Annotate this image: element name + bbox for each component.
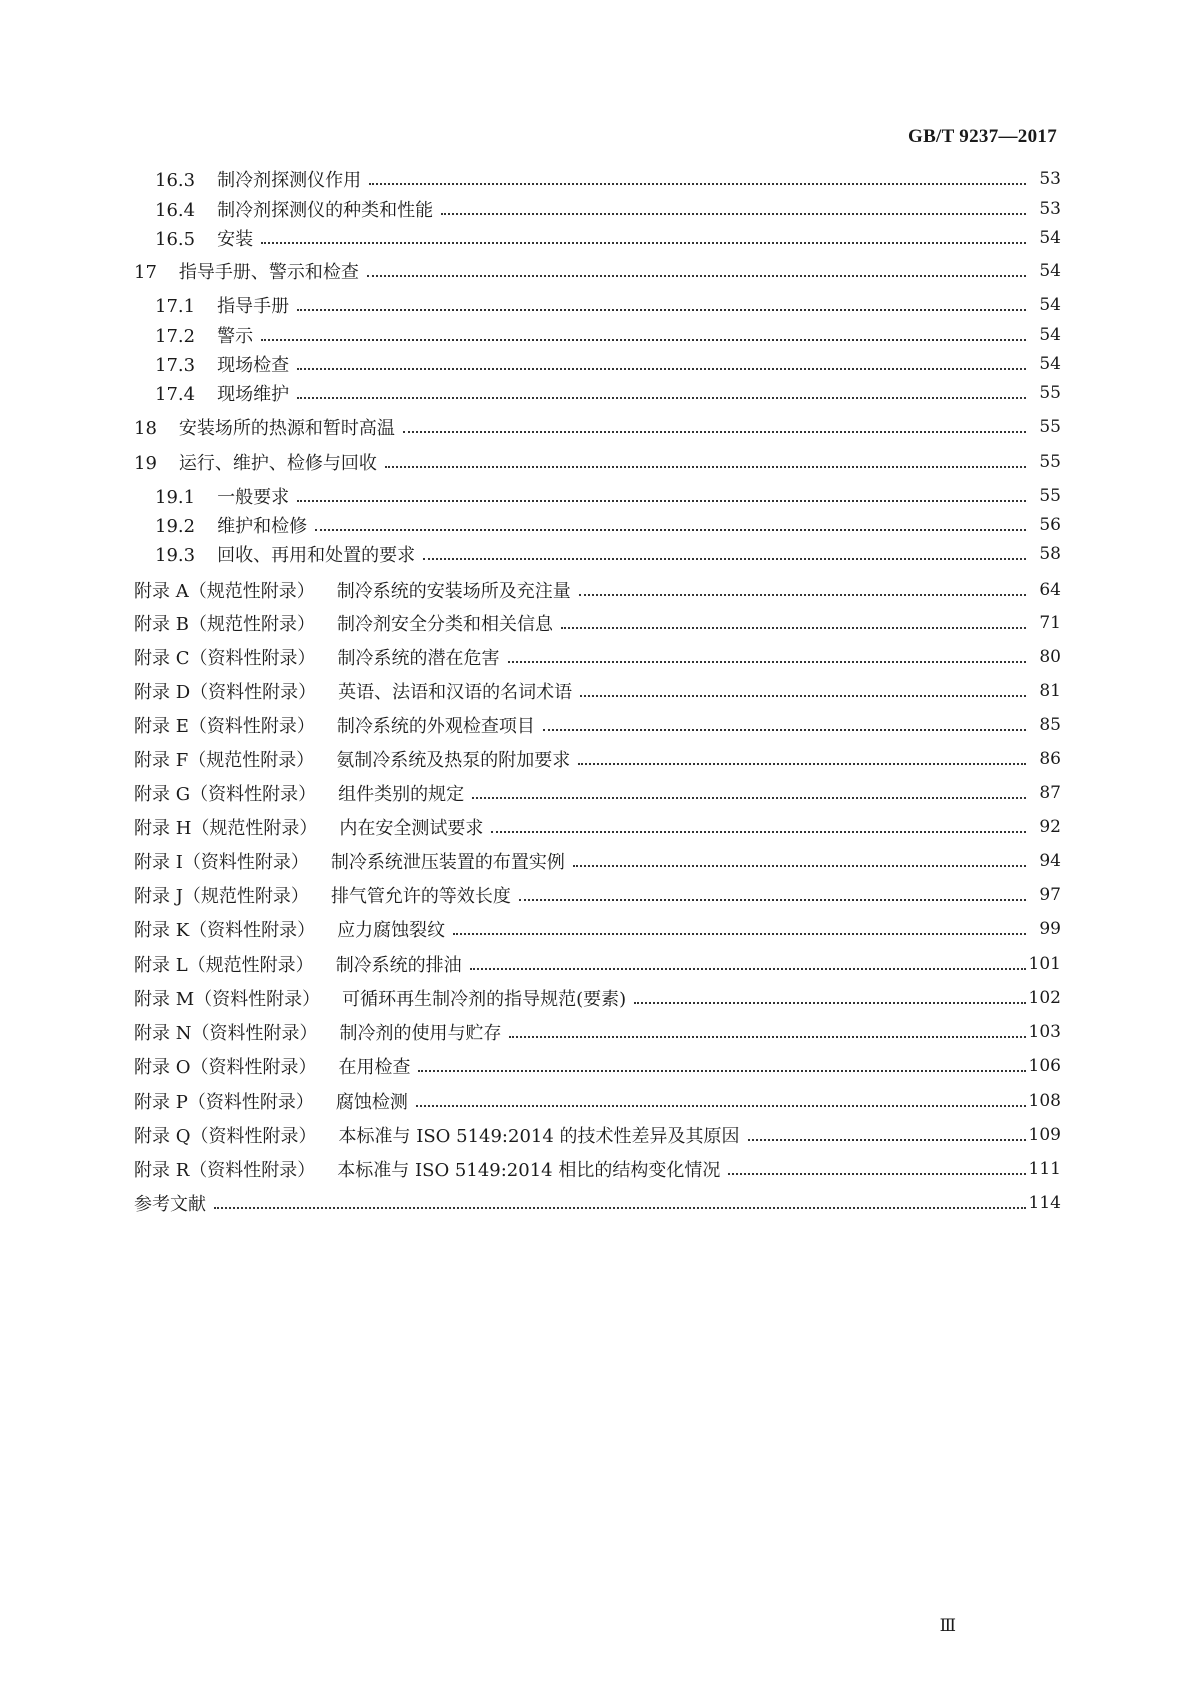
toc-entry-page: 101 xyxy=(1028,954,1061,974)
toc-entry[interactable] xyxy=(0,1188,1191,1218)
toc-entry[interactable] xyxy=(0,194,1191,224)
toc-entry-title: 制冷剂探测仪的种类和性能 xyxy=(217,200,434,221)
toc-entry[interactable] xyxy=(0,164,1191,194)
toc-entry[interactable] xyxy=(0,349,1191,379)
toc-entry-label xyxy=(155,225,259,251)
toc-entry-label xyxy=(155,380,295,406)
toc-entry-number: 19.1 xyxy=(155,487,196,508)
toc-entry[interactable] xyxy=(0,744,1191,774)
toc-entry-label xyxy=(155,196,439,222)
toc-entry[interactable] xyxy=(0,1154,1191,1184)
toc-entry-page: 55 xyxy=(1039,486,1061,506)
toc-entry-label xyxy=(134,882,517,908)
toc-entry[interactable] xyxy=(0,575,1191,605)
toc-entry-label xyxy=(155,166,367,192)
toc-entry-number: 18 xyxy=(134,418,157,439)
toc-entry-label xyxy=(134,814,489,840)
toc-entry[interactable] xyxy=(0,880,1191,910)
toc-entry-number: 16.4 xyxy=(155,200,196,221)
toc-entry-page: 87 xyxy=(1039,783,1061,803)
toc-entry-label xyxy=(134,414,401,440)
toc-entry-number: 附录 F（规范性附录） xyxy=(134,750,315,771)
toc-entry[interactable] xyxy=(0,256,1191,286)
toc-entry-number: 16.3 xyxy=(155,170,196,191)
dot-leader xyxy=(748,1139,1026,1141)
dot-leader xyxy=(367,275,1026,277)
toc-entry-page: 55 xyxy=(1039,452,1061,472)
toc-entry-label xyxy=(134,712,541,738)
toc-entry-number: 17.2 xyxy=(155,326,196,347)
toc-entry-number: 附录 Q（资料性附录） xyxy=(134,1126,317,1147)
toc-entry-title: 内在安全测试要求 xyxy=(339,818,484,839)
toc-entry-title: 制冷系统泄压装置的布置实例 xyxy=(330,852,565,873)
toc-entry-page: 111 xyxy=(1028,1159,1061,1179)
document-id-header: GB/T 9237—2017 xyxy=(907,126,1057,147)
toc-entry-page: 103 xyxy=(1028,1022,1061,1042)
toc-entry[interactable] xyxy=(0,481,1191,511)
toc-entry[interactable] xyxy=(0,676,1191,706)
toc-entry-number: 附录 M（资料性附录） xyxy=(134,989,321,1010)
toc-entry-page: 80 xyxy=(1039,647,1061,667)
toc-entry-page: 54 xyxy=(1039,325,1061,345)
toc-entry-title: 腐蚀检测 xyxy=(335,1092,408,1113)
toc-entry-label xyxy=(155,483,295,509)
toc-entry-number: 17 xyxy=(134,262,157,283)
toc-entry-title: 警示 xyxy=(217,326,254,347)
toc-entry[interactable] xyxy=(0,378,1191,408)
toc-entry-page: 86 xyxy=(1039,749,1061,769)
toc-entry-title: 一般要求 xyxy=(217,487,290,508)
toc-entry-label xyxy=(155,512,313,538)
dot-leader xyxy=(491,831,1026,833)
page-number-footer: Ⅲ xyxy=(939,1616,955,1636)
toc-entry-label xyxy=(134,678,578,704)
toc-entry[interactable] xyxy=(0,223,1191,253)
toc-entry-page: 56 xyxy=(1039,515,1061,535)
toc-entry-number: 附录 P（资料性附录） xyxy=(134,1092,314,1113)
toc-entry-label xyxy=(134,1088,414,1114)
toc-entry-label xyxy=(155,292,295,318)
toc-entry-number: 17.4 xyxy=(155,384,196,405)
dot-leader xyxy=(634,1002,1026,1004)
toc-entry-number: 附录 D（资料性附录） xyxy=(134,682,317,703)
dot-leader xyxy=(214,1207,1026,1209)
toc-entry-title: 组件类别的规定 xyxy=(338,784,465,805)
dot-leader xyxy=(297,500,1026,502)
toc-entry-page: 85 xyxy=(1039,715,1061,735)
toc-entry-page: 71 xyxy=(1039,613,1061,633)
toc-entry-title: 制冷系统的排油 xyxy=(335,955,462,976)
toc-entry[interactable] xyxy=(0,846,1191,876)
toc-entry-label xyxy=(155,322,259,348)
toc-entry-title: 可循环再生制冷剂的指导规范(要素) xyxy=(342,989,627,1010)
toc-entry[interactable] xyxy=(0,290,1191,320)
toc-entry-title: 应力腐蚀裂纹 xyxy=(337,920,446,941)
toc-entry[interactable] xyxy=(0,320,1191,350)
dot-leader xyxy=(297,397,1026,399)
toc-entry[interactable] xyxy=(0,949,1191,979)
toc-entry-number: 附录 E（资料性附录） xyxy=(134,716,315,737)
toc-entry-number: 附录 K（资料性附录） xyxy=(134,920,316,941)
toc-entry-label xyxy=(134,1053,416,1079)
toc-entry-label xyxy=(134,951,468,977)
toc-entry-label xyxy=(134,1156,726,1182)
toc-entry-label xyxy=(134,644,506,670)
toc-entry-page: 97 xyxy=(1039,885,1061,905)
toc-entry[interactable] xyxy=(0,510,1191,540)
toc-entry-page: 54 xyxy=(1039,261,1061,281)
dot-leader xyxy=(561,627,1026,629)
toc-entry-label xyxy=(134,1190,212,1216)
toc-entry-page: 102 xyxy=(1028,988,1061,1008)
dot-leader xyxy=(470,968,1026,970)
toc-entry[interactable] xyxy=(0,608,1191,638)
dot-leader xyxy=(472,797,1026,799)
toc-entry-page: 54 xyxy=(1039,228,1061,248)
toc-entry-number: 19 xyxy=(134,453,157,474)
toc-entry[interactable] xyxy=(0,983,1191,1013)
toc-entry-title: 安装 xyxy=(217,229,254,250)
toc-entry-title: 制冷系统的潜在危害 xyxy=(337,648,500,669)
toc-entry-page: 109 xyxy=(1028,1125,1061,1145)
toc-entry-number: 19.2 xyxy=(155,516,196,537)
toc-entry[interactable] xyxy=(0,1120,1191,1150)
dot-leader xyxy=(728,1173,1026,1175)
toc-entry[interactable] xyxy=(0,642,1191,672)
dot-leader xyxy=(403,431,1026,433)
dot-leader xyxy=(385,466,1026,468)
toc-entry-title: 制冷系统的安装场所及充注量 xyxy=(336,581,571,602)
toc-entry-number: 16.5 xyxy=(155,229,196,250)
dot-leader xyxy=(369,183,1026,185)
toc-entry[interactable] xyxy=(0,812,1191,842)
toc-entry-title: 本标准与 ISO 5149:2014 相比的结构变化情况 xyxy=(337,1160,721,1181)
toc-entry-page: 106 xyxy=(1028,1056,1061,1076)
toc-entry-title: 维护和检修 xyxy=(217,516,308,537)
toc-entry-number: 附录 L（规范性附录） xyxy=(134,955,314,976)
dot-leader xyxy=(508,661,1027,663)
toc-entry-page: 53 xyxy=(1039,199,1061,219)
dot-leader xyxy=(580,695,1026,697)
toc-entry-label xyxy=(134,916,451,942)
toc-entry-title: 指导手册 xyxy=(217,296,290,317)
toc-entry-page: 114 xyxy=(1028,1193,1061,1213)
dot-leader xyxy=(261,242,1026,244)
toc-entry-page: 55 xyxy=(1039,417,1061,437)
toc-entry-page: 53 xyxy=(1039,169,1061,189)
toc-entry-page: 81 xyxy=(1039,681,1061,701)
toc-entry-number: 附录 C（资料性附录） xyxy=(134,648,316,669)
toc-entry-page: 64 xyxy=(1039,580,1061,600)
toc-entry-number: 附录 J（规范性附录） xyxy=(134,886,309,907)
dot-leader xyxy=(261,339,1026,341)
toc-entry-title: 排气管允许的等效长度 xyxy=(330,886,511,907)
toc-entry-title: 回收、再用和处置的要求 xyxy=(217,545,416,566)
toc-entry-title: 现场检查 xyxy=(217,355,290,376)
dot-leader xyxy=(441,213,1026,215)
toc-entry[interactable] xyxy=(0,1017,1191,1047)
dot-leader xyxy=(423,558,1026,560)
dot-leader xyxy=(519,899,1026,901)
toc-entry-page: 108 xyxy=(1028,1091,1061,1111)
toc-entry-label xyxy=(134,1019,507,1045)
toc-entry-label xyxy=(155,351,295,377)
toc-entry-number: 附录 G（资料性附录） xyxy=(134,784,317,805)
toc-entry-title: 现场维护 xyxy=(217,384,290,405)
toc-entry[interactable] xyxy=(0,1086,1191,1116)
toc-entry-label xyxy=(134,780,470,806)
toc-entry-label xyxy=(134,985,632,1011)
toc-entry[interactable] xyxy=(0,447,1191,477)
toc-entry-number: 附录 A（规范性附录） xyxy=(134,581,315,602)
toc-entry-label xyxy=(134,1122,746,1148)
toc-entry-title: 参考文献 xyxy=(134,1194,206,1215)
toc-entry[interactable] xyxy=(0,914,1191,944)
dot-leader xyxy=(578,763,1026,765)
toc-entry[interactable] xyxy=(0,412,1191,442)
toc-entry-page: 54 xyxy=(1039,295,1061,315)
toc-entry-label xyxy=(134,258,365,284)
toc-entry-label xyxy=(134,610,559,636)
toc-entry-page: 55 xyxy=(1039,383,1061,403)
toc-entry-number: 19.3 xyxy=(155,545,196,566)
toc-entry[interactable] xyxy=(0,1051,1191,1081)
toc-entry-title: 本标准与 ISO 5149:2014 的技术性差异及其原因 xyxy=(338,1126,740,1147)
dot-leader xyxy=(453,933,1026,935)
dot-leader xyxy=(315,529,1026,531)
toc-entry-number: 附录 N（资料性附录） xyxy=(134,1023,318,1044)
dot-leader xyxy=(573,865,1026,867)
dot-leader xyxy=(297,309,1026,311)
toc-entry-title: 在用检查 xyxy=(338,1057,411,1078)
toc-entry-number: 附录 I（资料性附录） xyxy=(134,852,309,873)
toc-entry[interactable] xyxy=(0,778,1191,808)
toc-entry[interactable] xyxy=(0,710,1191,740)
dot-leader xyxy=(543,729,1026,731)
toc-entry-title: 制冷剂探测仪作用 xyxy=(217,170,362,191)
toc-entry-label xyxy=(134,746,576,772)
toc-entry-title: 运行、维护、检修与回收 xyxy=(178,453,377,474)
toc-entry-label xyxy=(134,848,571,874)
dot-leader xyxy=(418,1070,1026,1072)
toc-entry-page: 54 xyxy=(1039,354,1061,374)
toc-entry-title: 制冷剂安全分类和相关信息 xyxy=(336,614,553,635)
toc-entry-title: 指导手册、警示和检查 xyxy=(178,262,359,283)
toc-entry-number: 附录 R（资料性附录） xyxy=(134,1160,316,1181)
toc-entry[interactable] xyxy=(0,539,1191,569)
toc-entry-page: 99 xyxy=(1039,919,1061,939)
toc-entry-label xyxy=(134,577,577,603)
toc-entry-label xyxy=(134,449,383,475)
toc-entry-title: 制冷系统的外观检查项目 xyxy=(336,716,535,737)
toc-entry-number: 17.3 xyxy=(155,355,196,376)
dot-leader xyxy=(416,1105,1026,1107)
dot-leader xyxy=(579,594,1026,596)
toc-entry-number: 附录 B（规范性附录） xyxy=(134,614,315,635)
toc-entry-title: 氨制冷系统及热泵的附加要求 xyxy=(336,750,571,771)
toc-entry-page: 58 xyxy=(1039,544,1061,564)
toc-entry-title: 制冷剂的使用与贮存 xyxy=(339,1023,502,1044)
toc-entry-page: 94 xyxy=(1039,851,1061,871)
toc-entry-title: 英语、法语和汉语的名词术语 xyxy=(338,682,573,703)
toc-entry-page: 92 xyxy=(1039,817,1061,837)
toc-entry-title: 安装场所的热源和暂时高温 xyxy=(178,418,395,439)
toc-entry-number: 附录 O（资料性附录） xyxy=(134,1057,317,1078)
toc-entry-number: 17.1 xyxy=(155,296,196,317)
toc-entry-label xyxy=(155,541,421,567)
toc-entry-number: 附录 H（规范性附录） xyxy=(134,818,318,839)
dot-leader xyxy=(509,1036,1026,1038)
dot-leader xyxy=(297,368,1026,370)
